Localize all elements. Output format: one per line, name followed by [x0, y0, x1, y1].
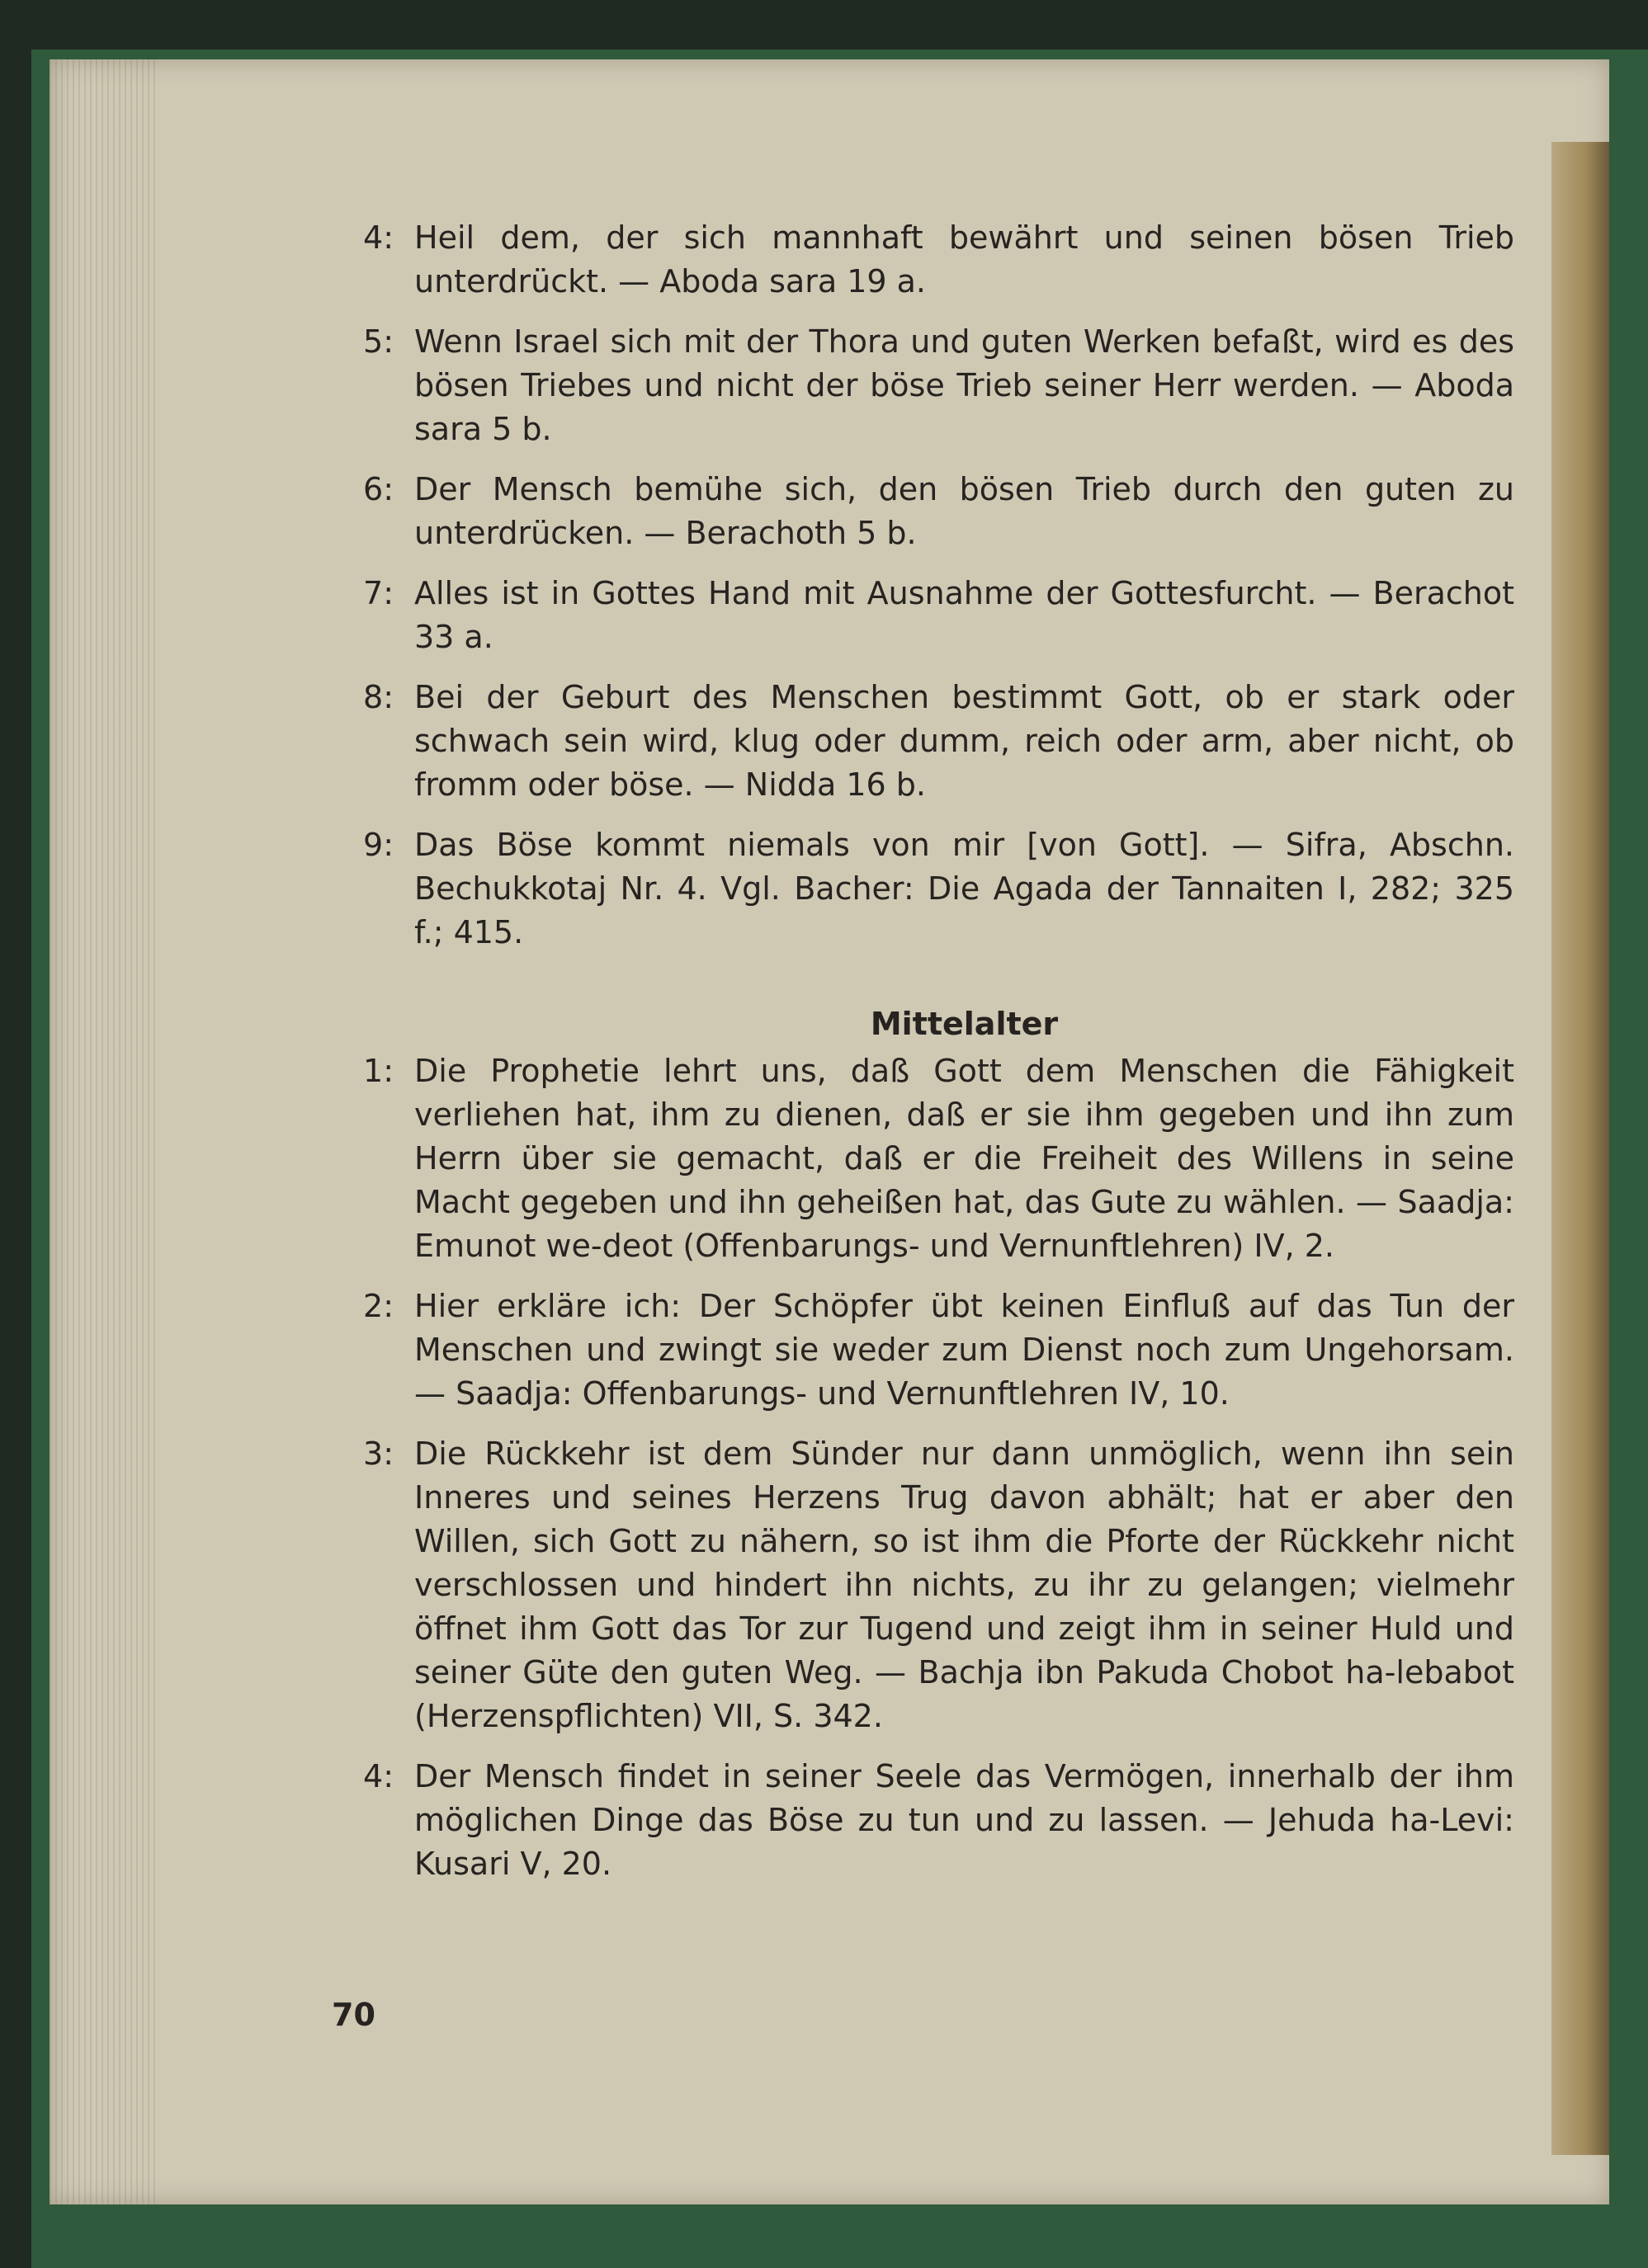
entry-number: 3: — [363, 1436, 394, 1472]
talmud-entry-4 — [351, 216, 1514, 304]
page-text-block — [351, 216, 1514, 1903]
talmud-entry-5 — [351, 320, 1514, 451]
entry-number: 9: — [363, 827, 394, 863]
entry-number: 2: — [363, 1288, 394, 1324]
entry-number: 6: — [363, 471, 394, 507]
entry-text: Wenn Israel sich mit der Thora und guten Werken befaßt, wird es des bösen Triebes und nicht der böse Trieb seiner Herr werden. — Aboda sara 5 b. — [414, 323, 1514, 447]
entry-number: 7: — [363, 575, 394, 611]
section-heading: Mittelalter — [870, 1006, 1059, 1042]
entry-text: Der Mensch findet in seiner Seele das Vermögen, innerhalb der ihm möglichen Dinge das Böse zu tun und zu lassen. — Jehuda ha-Levi: Kusari V, 20. — [414, 1758, 1514, 1882]
entry-number: 4: — [363, 219, 394, 256]
talmud-entry-9 — [351, 823, 1514, 955]
page-number: 70 — [332, 1997, 375, 2033]
entry-text: Die Rückkehr ist dem Sünder nur dann unmöglich, wenn ihn sein Inneres und seines Herzens Trug davon abhält; hat er aber den Willen, sich Gott zu nähern, so ist ihm die Pforte der Rückkehr nicht verschlossen und hindert ihn nichts, zu ihr zu gelangen; vielmehr öffnet ihm Gott das Tor zur Tugend und zeigt ihm in seiner Huld und seiner Güte den guten Weg. — Bachja ibn Pakuda Chobot ha-lebabot (Herzenspflichten) VII, S. 342. — [414, 1436, 1514, 1734]
talmud-entry-6 — [351, 468, 1514, 555]
talmud-entry-7 — [351, 572, 1514, 659]
entry-text: Heil dem, der sich mannhaft bewährt und seinen bösen Trieb unterdrückt. — Aboda sara 19 a. — [414, 219, 1514, 299]
entry-text: Die Prophetie lehrt uns, daß Gott dem Menschen die Fähigkeit verliehen hat, ihm zu dienen, daß er sie ihm gegeben und ihn zum Herrn über sie gemacht, daß er die Freiheit des Willens in seine Macht gegeben und ihn geheißen hat, das Gute zu wählen. — Saadja: Emunot we-deot (Offenbarungs- und Vernunftlehren) IV, 2. — [414, 1053, 1514, 1264]
entry-text: Bei der Geburt des Menschen bestimmt Gott, ob er stark oder schwach sein wird, klug oder dumm, reich oder arm, aber nicht, ob fromm oder böse. — Nidda 16 b. — [414, 679, 1514, 803]
medieval-entry-2 — [351, 1285, 1514, 1416]
entry-text: Das Böse kommt niemals von mir [von Gott]. — Sifra, Abschn. Bechukkotaj Nr. 4. Vgl. Bacher: Die Agada der Tannaiten I, 282; 325 f.; 415. — [414, 827, 1514, 950]
medieval-entry-3 — [351, 1432, 1514, 1738]
medieval-entry-4 — [351, 1755, 1514, 1886]
talmud-entry-8 — [351, 676, 1514, 807]
entry-number: 4: — [363, 1758, 394, 1794]
entry-text: Hier erkläre ich: Der Schöpfer übt keinen Einfluß auf das Tun der Menschen und zwingt sie weder zum Dienst noch zum Ungehorsam. — Saadja: Offenbarungs- und Vernunftlehren IV, 10. — [414, 1288, 1514, 1412]
entry-number: 1: — [363, 1053, 394, 1089]
entry-number: 8: — [363, 679, 394, 715]
facing-page-edge — [1551, 142, 1609, 2155]
medieval-entry-1 — [351, 1049, 1514, 1268]
entry-number: 5: — [363, 323, 394, 360]
entry-text: Der Mensch bemühe sich, den bösen Trieb durch den guten zu unterdrücken. — Berachoth 5 b. — [414, 471, 1514, 551]
entry-text: Alles ist in Gottes Hand mit Ausnahme der Gottesfurcht. — Berachot 33 a. — [414, 575, 1514, 655]
